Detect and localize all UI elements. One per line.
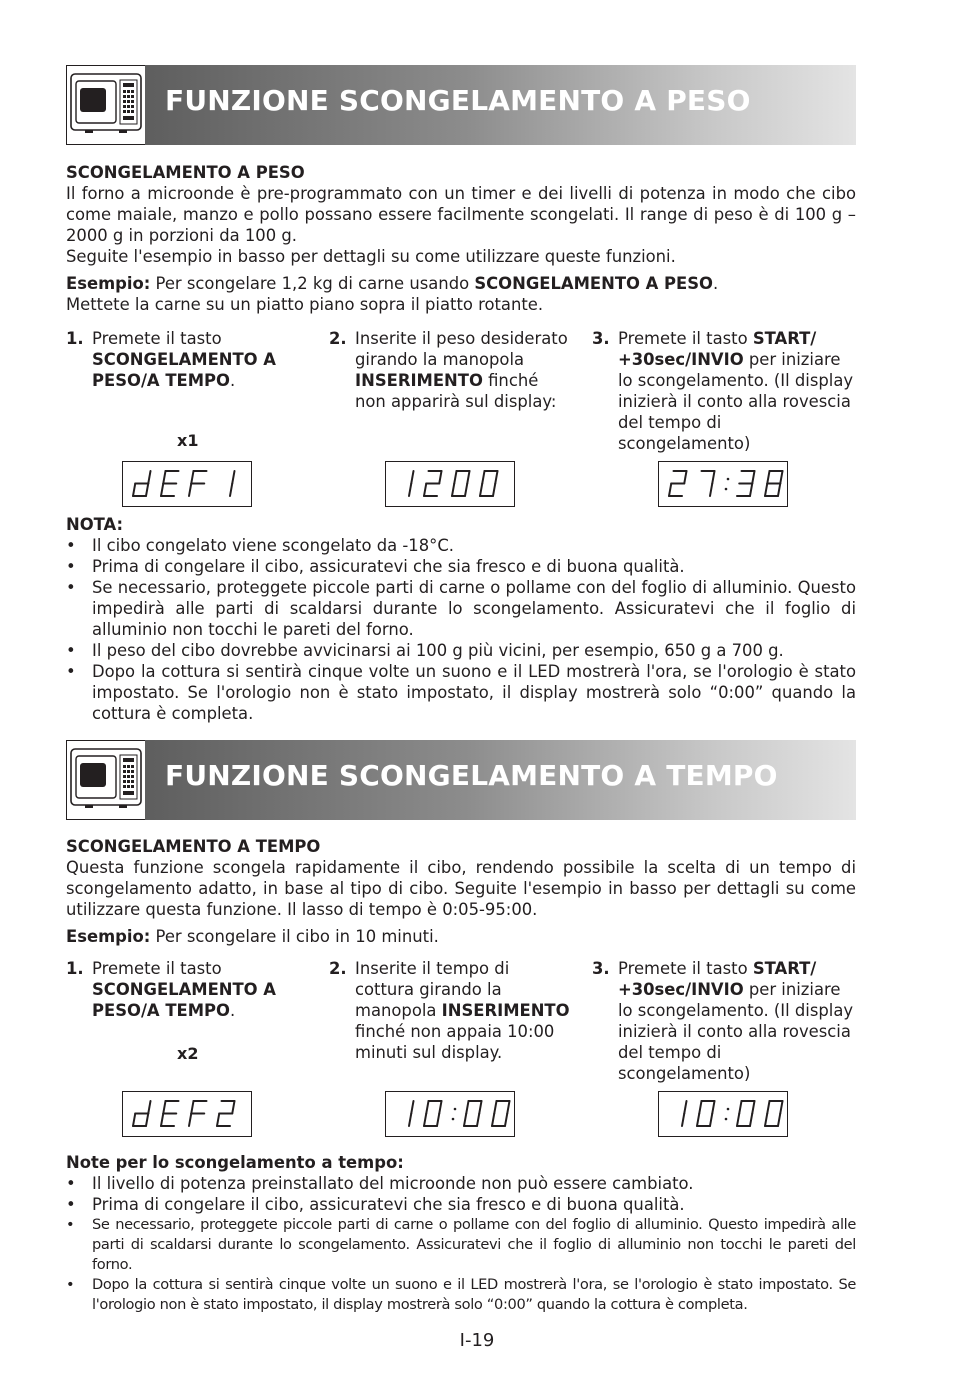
display-segment [189, 484, 191, 497]
step-number: 2. [329, 959, 347, 978]
page-number: I-19 [459, 1330, 495, 1351]
press-count: x2 [177, 1044, 199, 1063]
display-segment [669, 484, 671, 497]
example-line [66, 273, 856, 294]
display-segment [684, 471, 686, 484]
display-segment [494, 1101, 496, 1114]
intro-paragraph: Questa funzione scongela rapidamente il cibo, rendendo possibile la scelta di un tempo di scongelamento adatto, in base al tipo di cibo. Seguite l'esempio in basso per dettagli su come utilizzare questa funzione. Il lasso di tempo è 0:05-95:00. [66, 858, 856, 919]
step-text [618, 958, 854, 1084]
step-text [92, 328, 292, 391]
list-item: • Se necessario, proteggete piccole parti di carne o pollame con del foglio di alluminio. Questo impedirà alle parti di scaldarsi durante lo scongelamento. Assicuratevi che il foglio di alluminio non tocchi le pareti del forno. [66, 577, 856, 640]
step-text-post: finché non apparirà sul display: [355, 371, 557, 411]
display-segment [467, 471, 469, 484]
banner-title: FUNZIONE SCONGELAMENTO A PESO [165, 84, 751, 117]
step-text-pre: Premete il tasto [618, 329, 753, 348]
display-segment [712, 471, 714, 484]
display-segment [411, 1101, 413, 1114]
display-segment [232, 1101, 234, 1114]
note-heading: NOTA: [66, 515, 124, 534]
intro-paragraph-2: Seguite l'esempio in basso per dettagli su come utilizzare queste funzioni. [66, 247, 676, 266]
display-segment [765, 484, 767, 497]
display-segment [712, 1101, 714, 1114]
display-segment [454, 471, 456, 484]
step-text-bold: SCONGELAMENTO A PESO/A TEMPO [92, 980, 276, 1020]
banner-bar [145, 65, 856, 145]
microwave-oven-icon [66, 740, 146, 820]
list-item: • Dopo la cottura si sentirà cinque volte un suono e il LED mostrerà l'ora, se l'orologio è stato impostato. Se l'orologio non è stato impostato, il display mostrerà solo “0:00” quando la cottura è completa. [66, 1275, 856, 1315]
list-item: • Dopo la cottura si sentirà cinque volte un suono e il LED mostrerà l'ora, se l'orologio è stato impostato. Se l'orologio non è stato impostato, il display mostrerà solo “0:00” quando la cottura è completa. [66, 661, 856, 724]
step-number: 1. [66, 959, 84, 978]
display-segment [697, 1114, 699, 1127]
microwave-oven-icon [66, 65, 146, 145]
step-text [355, 328, 570, 412]
example-line-2: Mettete la carne su un piatto piano sopra il piatto rotante. [66, 295, 544, 314]
display-segment [452, 484, 454, 497]
step-text-bold: SCONGELAMENTO A PESO/A TEMPO [92, 350, 276, 390]
display-segment [710, 1114, 712, 1127]
example-text: Per scongelare il cibo in 10 minuti. [150, 927, 439, 946]
note-list [66, 535, 856, 724]
step-text-bold: START/ +30sec/INVIO [618, 329, 817, 369]
step-text-post: per iniziare lo scongelamento. (Il display inizierà il conto alla rovescia del tempo di scongelamento) [618, 350, 854, 453]
intro-paragraph: Il forno a microonde è pre-programmato con un timer e dei livelli di potenza in modo che cibo come maiale, manzo e pollo possano essere facilmente scongelati. Il range di peso è di 100 g – 2000 g in porzioni da 100 g. [66, 184, 856, 245]
display-segment [232, 471, 234, 484]
display-colon [725, 488, 728, 491]
step-text [618, 328, 854, 454]
display-segment [492, 1114, 494, 1127]
display-segment [765, 1114, 767, 1127]
display-segment [778, 484, 780, 497]
banner-title: FUNZIONE SCONGELAMENTO A TEMPO [165, 759, 778, 792]
display-segment [148, 1101, 150, 1114]
list-item: • Il cibo congelato viene scongelato da -18°C. [66, 535, 856, 556]
section-banner-weight-defrost [66, 65, 856, 145]
step-text [355, 958, 570, 1063]
step-text-pre: Inserite il tempo di cottura girando la manopola [355, 959, 510, 1020]
list-item: • Prima di congelare il cibo, assicuratevi che sia fresco e di buona qualità. [66, 556, 856, 577]
display-segment [217, 1114, 219, 1127]
list-item: • Il peso del cibo dovrebbe avvicinarsi ai 100 g più vicini, per esempio, 650 g a 700 g. [66, 640, 856, 661]
display-segment [767, 1101, 769, 1114]
step-text [92, 958, 292, 1021]
display-segment [482, 471, 484, 484]
display-colon [727, 478, 730, 481]
display-segment [684, 1101, 686, 1114]
display-segment [161, 484, 163, 497]
step-text-pre: Premete il tasto [618, 959, 753, 978]
display-segment [780, 471, 782, 484]
section1-intro [66, 162, 856, 315]
step-text-bold: START/ +30sec/INVIO [618, 959, 817, 999]
display-segment [146, 484, 148, 497]
display-segment [466, 1101, 468, 1114]
section-heading: SCONGELAMENTO A PESO [66, 163, 305, 182]
display-segment [739, 1101, 741, 1114]
display-segment [409, 1114, 411, 1127]
display-segment [191, 1101, 193, 1114]
display-segment [230, 484, 232, 497]
display-segment [477, 1114, 479, 1127]
display-segment [682, 1114, 684, 1127]
display-segment [479, 1101, 481, 1114]
section2-intro [66, 836, 856, 947]
press-count: x1 [177, 431, 199, 450]
lcd-display [122, 461, 252, 507]
section1-notes [66, 514, 856, 724]
step-number: 1. [66, 329, 84, 348]
display-segment [464, 1114, 466, 1127]
display-segment [189, 1114, 191, 1127]
display-segment [505, 1114, 507, 1127]
display-segment [767, 471, 769, 484]
lcd-display [385, 1091, 515, 1137]
step-text-post: finché non appaia 10:00 minuti sul display. [355, 1022, 555, 1062]
display-segment [163, 471, 165, 484]
display-segment [752, 1101, 754, 1114]
step-text-post: . [229, 1001, 236, 1020]
step-text-bold: INSERIMENTO [355, 371, 483, 390]
example-text: Per scongelare 1,2 kg di carne usando [150, 274, 475, 293]
display-segment [750, 1114, 752, 1127]
note-list-small [66, 1215, 856, 1315]
display-colon [452, 1118, 455, 1121]
display-segment [424, 1114, 426, 1127]
list-item: • Prima di congelare il cibo, assicuratevi che sia fresco e di buona qualità. [66, 1194, 856, 1215]
display-segment [480, 484, 482, 497]
display-segment [191, 471, 193, 484]
display-segment [465, 484, 467, 497]
example-label: Esempio: [66, 274, 151, 293]
display-segment [710, 484, 712, 497]
display-segment [161, 1114, 163, 1127]
step-text-post: per iniziare lo scongelamento. (Il display inizierà il conto alla rovescia del tempo di scongelamento) [618, 980, 854, 1083]
display-segment [411, 471, 413, 484]
section-banner-time-defrost [66, 740, 856, 820]
step-text-pre: Premete il tasto [92, 959, 222, 978]
display-segment [163, 1101, 165, 1114]
display-segment [493, 484, 495, 497]
display-colon [454, 1108, 457, 1111]
banner-bar [145, 740, 856, 820]
lcd-display [658, 461, 788, 507]
display-segment [780, 1101, 782, 1114]
example-end: . [713, 274, 719, 293]
display-colon [727, 1108, 730, 1111]
example-label: Esempio: [66, 927, 151, 946]
list-item: • Il livello di potenza preinstallato del microonde non può essere cambiato. [66, 1173, 856, 1194]
display-segment [495, 471, 497, 484]
step-text-bold: INSERIMENTO [441, 1001, 570, 1020]
step-text-pre: Inserite il peso desiderato girando la manopola [355, 329, 568, 369]
display-segment [146, 1114, 148, 1127]
display-segment [426, 1101, 428, 1114]
note-list [66, 1173, 856, 1215]
display-segment [507, 1101, 509, 1114]
step-text-post: . [229, 371, 236, 390]
display-segment [439, 1101, 441, 1114]
section-heading: SCONGELAMENTO A TEMPO [66, 837, 321, 856]
step-text-pre: Premete il tasto [92, 329, 222, 348]
display-colon [725, 1118, 728, 1121]
display-segment [699, 1101, 701, 1114]
display-segment [133, 484, 135, 497]
step-number: 3. [592, 959, 610, 978]
display-segment [439, 471, 441, 484]
display-segment [750, 484, 752, 497]
display-segment [437, 1114, 439, 1127]
display-segment [752, 471, 754, 484]
display-segment [133, 1114, 135, 1127]
list-item: • Se necessario, proteggete piccole parti di carne o pollame con del foglio di alluminio. Questo impedirà alle parti di scaldarsi durante lo scongelamento. Assicuratevi che il foglio di alluminio non tocchi le pareti del forno. [66, 1215, 856, 1275]
lcd-display [122, 1091, 252, 1137]
lcd-display [658, 1091, 788, 1137]
display-segment [424, 484, 426, 497]
display-segment [148, 471, 150, 484]
lcd-display [385, 461, 515, 507]
display-segment [409, 484, 411, 497]
note-heading: Note per lo scongelamento a tempo: [66, 1153, 404, 1172]
example-line [66, 926, 856, 947]
section2-notes [66, 1152, 856, 1315]
display-segment [778, 1114, 780, 1127]
example-bold: SCONGELAMENTO A PESO [474, 274, 713, 293]
step-number: 2. [329, 329, 347, 348]
display-segment [737, 1114, 739, 1127]
step-number: 3. [592, 329, 610, 348]
